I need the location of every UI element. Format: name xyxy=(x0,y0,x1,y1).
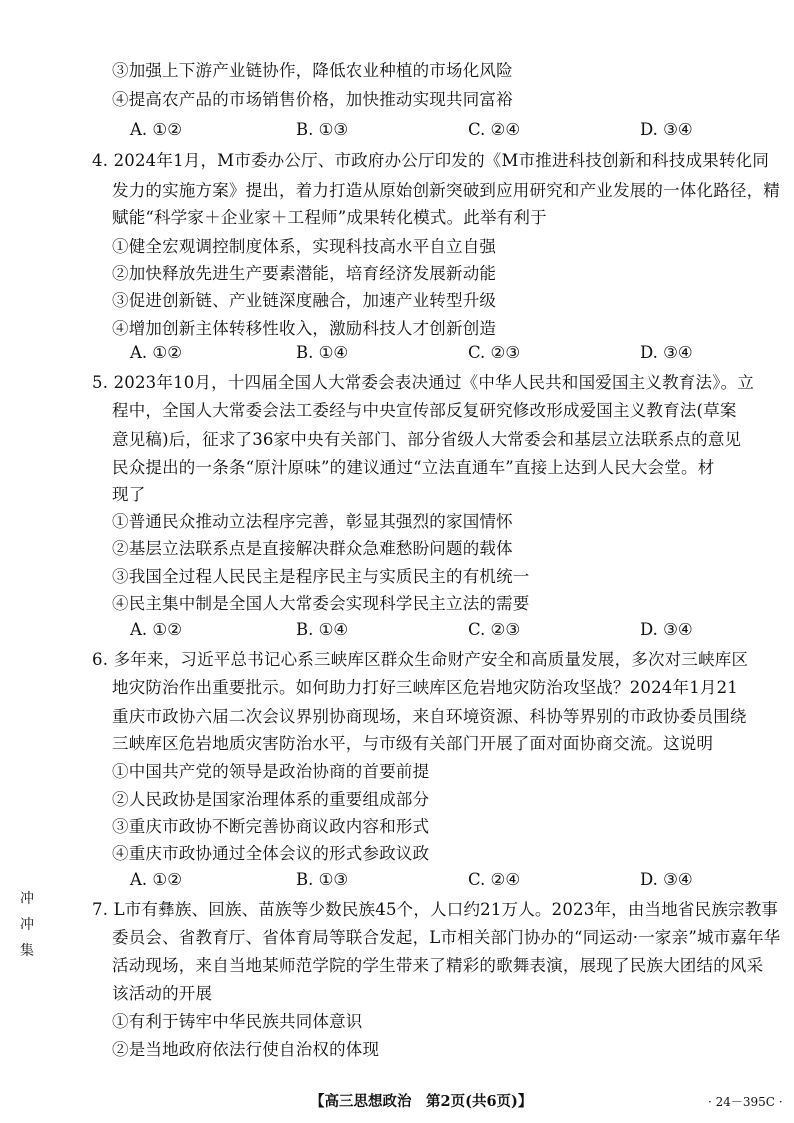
q7-stem-line-1: 7. L市有彝族、回族、苗族等少数民族45个，人口约21万人。2023年，由当地省民族宗教事 xyxy=(92,900,779,919)
q5-item-1: ①普通民众推动立法程序完善，彰显其强烈的家国情怀 xyxy=(112,512,513,531)
q4-stem-line-3: 赋能“科学家＋企业家＋工程师”成果转化模式。此举有利于 xyxy=(112,208,547,227)
q6-stem-line-4: 三峡库区危岩地质灾害防治水平，与市级有关部门开展了面对面协商交流。这说明 xyxy=(112,734,714,753)
q4-item-3: ③促进创新链、产业链深度融合，加速产业转型升级 xyxy=(112,291,497,310)
q7-stem-line-3: 活动现场，来自当地某师范学院的学生带来了精彩的歌舞表演，展现了民族大团结的风采 xyxy=(112,956,764,975)
q6-item-3: ③重庆市政协不断完善协商议政内容和形式 xyxy=(112,817,430,836)
page-footer xyxy=(0,1090,794,1114)
q6-stem-line-2: 地灾防治作出重要批示。如何助力打好三峡库区危岩地灾防治攻坚战？2024年1月21 xyxy=(112,678,738,697)
q6-item-4: ④重庆市政协通过全体会议的形式参政议政 xyxy=(112,844,430,863)
side-mark-char: 冲 xyxy=(20,917,34,933)
q6-stem-line-1: 6. 多年来，习近平总书记心系三峡库区群众生命财产安全和高质量发展，多次对三峡库区 xyxy=(92,650,749,669)
q5-item-3: ③我国全过程人民民主是程序民主与实质民主的有机统一 xyxy=(112,567,530,586)
q6-stem-line-3: 重庆市政协六届二次会议界别协商现场，来自环境资源、科协等界别的市政协委员围绕 xyxy=(112,707,747,726)
option-d: D. ③④ xyxy=(640,870,693,889)
option-b: B. ①③ xyxy=(296,870,349,889)
q5-stem-line-2: 程中，全国人大常委会法工委经与中央宣传部反复研究修改形成爱国主义教育法(草案 xyxy=(112,401,737,420)
q5-options xyxy=(130,618,750,642)
q7-item-1: ①有利于铸牢中华民族共同体意识 xyxy=(112,1012,363,1031)
q4-stem-line-2: 发力的实施方案》提出，着力打造从原始创新突破到应用研究和产业发展的一体化路径，精 xyxy=(112,181,780,200)
option-c: C. ②③ xyxy=(468,620,521,639)
option-a: A. ①② xyxy=(130,120,182,139)
option-a: A. ①② xyxy=(130,620,182,639)
q4-item-4: ④增加创新主体转移性收入，激励科技人才创新创造 xyxy=(112,319,497,338)
option-b: B. ①④ xyxy=(296,620,349,639)
footer-page-info: 【高三思想政治 第2页(共6页)】 xyxy=(310,1093,533,1110)
option-d: D. ③④ xyxy=(640,620,693,639)
q7-item-2: ②是当地政府依法行使自治权的体现 xyxy=(112,1040,380,1059)
q6-item-1: ①中国共产党的领导是政治协商的首要前提 xyxy=(112,762,430,781)
q4-options xyxy=(130,341,750,365)
q5-item-2: ②基层立法联系点是直接解决群众急难愁盼问题的载体 xyxy=(112,539,513,558)
q5-stem-line-1: 5. 2023年10月，十四届全国人大常委会表决通过《中华人民共和国爱国主义教育法》。立 xyxy=(92,373,755,392)
q5-stem-line-3: 意见稿)后，征求了36家中央有关部门、部分省级人大常委会和基层立法联系点的意见 xyxy=(112,430,742,449)
options-row xyxy=(130,118,750,142)
q7-stem-line-2: 委员会、省教育厅、省体育局等联合发起，L市相关部门协办的“同运动·一家亲”城市嘉年华 xyxy=(112,928,781,947)
q5-stem-line-4: 民众提出的一条条“原汁原味”的建议通过“立法直通车”直接上达到人民大会堂。材 xyxy=(112,458,715,477)
option-b: B. ①④ xyxy=(296,343,349,362)
item-4: ④提高农产品的市场销售价格，加快推动实现共同富裕 xyxy=(112,90,513,109)
q4-item-1: ①健全宏观调控制度体系，实现科技高水平自立自强 xyxy=(112,237,497,256)
option-a: A. ①② xyxy=(130,870,182,889)
option-a: A. ①② xyxy=(130,343,182,362)
side-mark-char: 集 xyxy=(20,943,34,959)
side-mark-char: 冲 xyxy=(20,891,34,907)
option-c: C. ②③ xyxy=(468,343,521,362)
q6-options xyxy=(130,868,750,892)
side-mark xyxy=(16,886,38,964)
option-d: D. ③④ xyxy=(640,120,693,139)
q5-item-4: ④民主集中制是全国人大常委会实现科学民主立法的需要 xyxy=(112,594,530,613)
q4-stem-line-1: 4. 2024年1月，M市委办公厅、市政府办公厅印发的《M市推进科技创新和科技成果转化同 xyxy=(92,151,770,170)
q7-stem-line-4: 该活动的开展 xyxy=(112,984,213,1003)
footer-code: · 24－395C · xyxy=(708,1095,783,1109)
option-b: B. ①③ xyxy=(296,120,349,139)
option-d: D. ③④ xyxy=(640,343,693,362)
option-c: C. ②④ xyxy=(468,870,521,889)
item-3: ③加强上下游产业链协作，降低农业种植的市场化风险 xyxy=(112,61,513,80)
option-c: C. ②④ xyxy=(468,120,521,139)
q5-stem-line-5: 现了 xyxy=(112,485,146,504)
q4-item-2: ②加快释放先进生产要素潜能，培育经济发展新动能 xyxy=(112,264,497,283)
q6-item-2: ②人民政协是国家治理体系的重要组成部分 xyxy=(112,790,430,809)
